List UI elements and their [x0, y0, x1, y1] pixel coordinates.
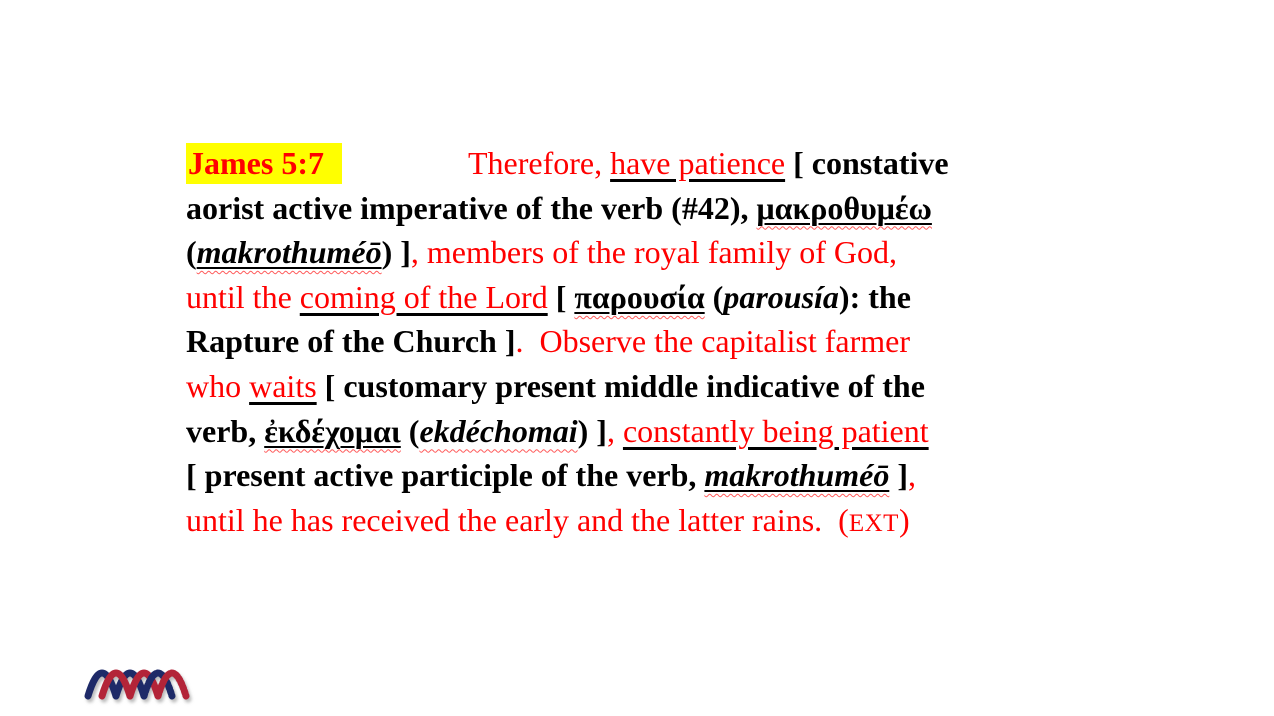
- text-line: [186, 275, 1086, 320]
- source-abbreviation: EXT: [848, 509, 899, 537]
- text-line: [186, 409, 1086, 454]
- greek-word: [574, 279, 704, 315]
- verse-exposition-text: [186, 141, 1086, 546]
- text-segment: Rapture of the Church ]: [186, 323, 516, 360]
- text-segment: ,: [606, 412, 623, 449]
- transliteration: [704, 457, 889, 493]
- text-segment: [ present active participle of the verb,: [186, 457, 705, 494]
- text-segment: ) ]: [381, 234, 411, 271]
- text-segment: [: [547, 278, 575, 315]
- text-segment: (: [186, 234, 197, 271]
- text-segment: verb,: [186, 412, 265, 449]
- text-segment: ,: [907, 457, 916, 494]
- transliteration: [197, 234, 382, 270]
- text-line: [186, 453, 1086, 498]
- transliteration: parousía: [723, 278, 839, 315]
- transliteration-underline: makrothuméō: [196, 234, 382, 271]
- text-segment: Therefore,: [467, 145, 611, 181]
- verse-reference: James 5:7: [186, 143, 342, 184]
- greek-word-underline: ἐκδέχομαι: [264, 412, 401, 449]
- text-segment: , members of the royal family of God,: [410, 234, 897, 271]
- text-segment: until the: [186, 278, 300, 315]
- text-segment: (: [704, 278, 724, 315]
- text-segment: ) ]: [577, 412, 607, 449]
- transliteration-underline: makrothuméō: [704, 457, 890, 494]
- greek-word: [756, 190, 931, 226]
- text-line: [186, 319, 1086, 364]
- greek-word-underline: παρουσία: [574, 278, 705, 315]
- text-line: [186, 230, 1086, 275]
- text-segment: [ constative: [785, 145, 949, 181]
- greek-word-underline: μακροθυμέω: [756, 189, 932, 226]
- text-segment: until he has received the early and the latter rains. (: [186, 501, 849, 538]
- text-line: [186, 141, 1086, 186]
- text-segment: ]: [889, 457, 908, 494]
- text-segment: coming of the Lord: [299, 278, 548, 315]
- transliteration: ekdéchomai: [419, 412, 578, 449]
- text-segment: have patience: [610, 145, 786, 181]
- text-line: [186, 364, 1086, 409]
- text-segment: constantly being patient: [622, 412, 929, 449]
- text-segment: (: [400, 412, 420, 449]
- text-segment: . Observe the capitalist farmer: [515, 323, 910, 360]
- greek-word: [264, 413, 401, 449]
- wave-logo-icon: [82, 648, 202, 706]
- text-segment: waits: [249, 367, 317, 404]
- text-segment: [ customary present middle indicative of the: [316, 367, 925, 404]
- text-line: [186, 186, 1086, 231]
- text-segment: ): [898, 501, 910, 538]
- text-segment: aorist active imperative of the verb (#42),: [186, 189, 757, 226]
- text-segment: who: [186, 367, 250, 404]
- text-segment: ): the: [838, 278, 911, 315]
- text-line: [186, 498, 1086, 547]
